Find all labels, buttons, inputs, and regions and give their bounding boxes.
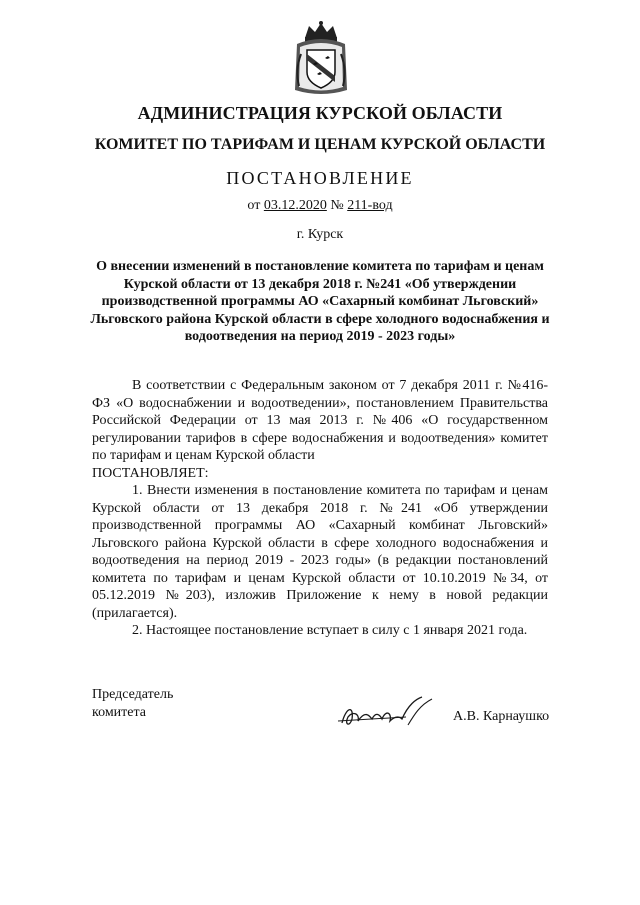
preamble-paragraph: В соответствии с Федеральным законом от 7 декабря 2011 г. №416-ФЗ «О водоснабжении и водоотведении», постановлением Правительства Российской Федерации от 13 мая 2013 г. №406 «О государственном регулировании тарифов в сфере водоснабжения и водоотведения» комитет по тарифам и ценам Курской области: [92, 378, 548, 463]
item-1-paragraph: 1. Внести изменения в постановление комитета по тарифам и ценам Курской области от 13 декабря 2018 г. №241 «Об утверждении производственной программы АО «Сахарный комбинат Льговский» Льговского района Курской области в сфере холодного водоснабжения и водоотведения на период 2019 - 2023 годы» (в редакции постановлений комитета по тарифам и ценам Курской области от 10.10.2019 №34, от 05.12.2019 №203), изложив Приложение к нему в новой редакции (прилагается).: [92, 483, 548, 621]
number-prefix: №: [326, 198, 348, 213]
coat-of-arms-icon: [291, 20, 351, 98]
document-number: 211-вод: [347, 198, 393, 213]
signatory-title-line-1: Председатель: [92, 687, 174, 702]
signatory-title-line-2: комитета: [92, 705, 147, 720]
document-type: ПОСТАНОВЛЕНИЕ: [226, 168, 414, 188]
city: г. Курск: [296, 227, 344, 242]
committee-title: КОМИТЕТ ПО ТАРИФАМ И ЦЕНАМ КУРСКОЙ ОБЛАСТИ: [94, 136, 546, 153]
document-subject: О внесении изменений в постановление комитета по тарифам и ценам Курской области от 13 декабря 2018 г. №241 «Об утверждении производственной программы АО «Сахарный комбинат Льговский» Льговского района Курской области в сфере холодного водоснабжения и водоотведения на период 2019 - 2023 годы»: [90, 259, 550, 344]
signatory-name: А.В. Карнаушко: [453, 709, 550, 724]
document-date: 03.12.2020: [263, 198, 327, 213]
administration-title: АДМИНИСТРАЦИЯ КУРСКОЙ ОБЛАСТИ: [137, 103, 503, 123]
signatory-title: [92, 686, 173, 722]
resolves-heading: ПОСТАНОВЛЯЕТ:: [92, 465, 209, 481]
date-prefix: от: [247, 198, 264, 213]
handwritten-signature: [336, 695, 436, 731]
item-2-paragraph: 2. Настоящее постановление вступает в силу с 1 января 2021 года.: [132, 623, 528, 638]
document-date-number: [0, 198, 640, 214]
document-body: [92, 377, 548, 640]
